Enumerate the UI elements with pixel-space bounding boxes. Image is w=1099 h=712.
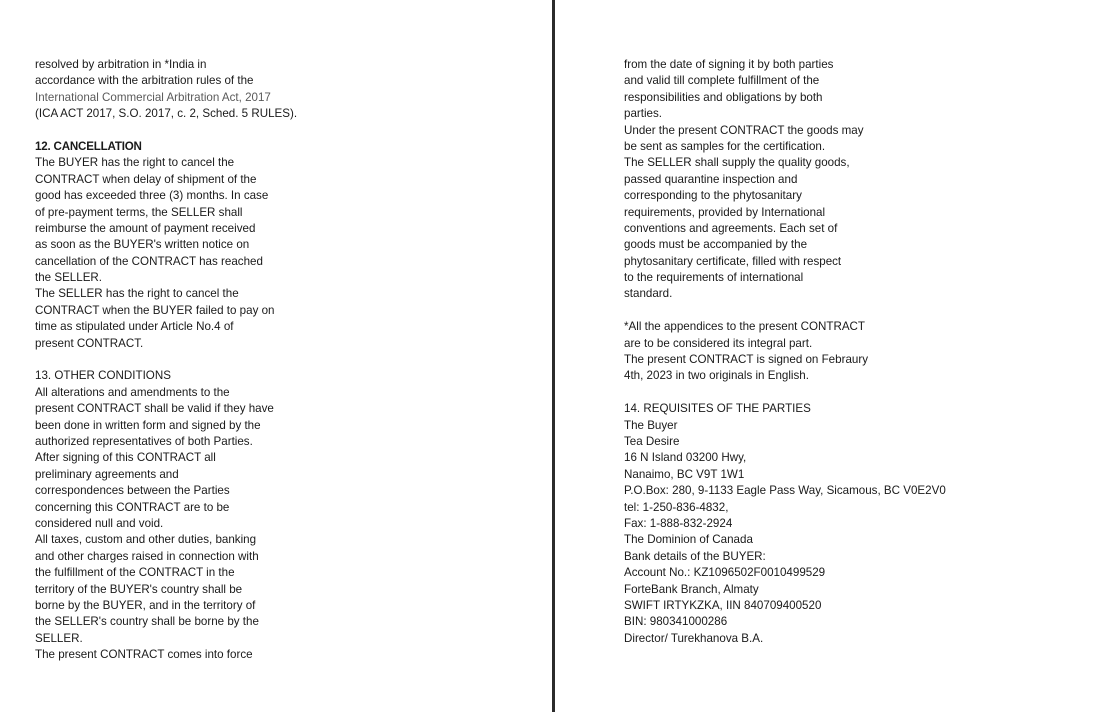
text-line: The present CONTRACT comes into force bbox=[35, 648, 253, 662]
text-line: be sent as samples for the certification. bbox=[624, 139, 826, 153]
right-page bbox=[555, 0, 1099, 712]
text-line: Under the present CONTRACT the goods may bbox=[624, 123, 864, 137]
text-line: correspondences between the Parties bbox=[35, 484, 230, 498]
text-line: The present CONTRACT is signed on Febraury bbox=[624, 353, 868, 367]
text-line: been done in written form and signed by the bbox=[35, 418, 261, 432]
text-line: tel: 1-250-836-4832, bbox=[624, 500, 729, 514]
text-line: The SELLER shall supply the quality goods, bbox=[624, 156, 850, 170]
text-line: the SELLER. bbox=[35, 271, 103, 285]
text-line: P.O.Box: 280, 9-1133 Eagle Pass Way, Sicamous, BC V0E2V0 bbox=[624, 484, 946, 498]
text-line: goods must be accompanied by the bbox=[624, 238, 808, 252]
text-line: of pre-payment terms, the SELLER shall bbox=[35, 205, 243, 219]
cancellation-section bbox=[35, 139, 335, 352]
text-line: (ICA ACT 2017, S.O. 2017, c. 2, Sched. 5 RULES). bbox=[35, 107, 298, 121]
paragraph-gap bbox=[624, 303, 1094, 319]
text-line: to the requirements of international bbox=[624, 271, 804, 285]
text-line: as soon as the BUYER's written notice on bbox=[35, 238, 250, 252]
text-line: considered null and void. bbox=[35, 516, 164, 530]
text-line: from the date of signing it by both parties bbox=[624, 58, 834, 71]
text-line: requirements, provided by International bbox=[624, 205, 826, 219]
text-line: corresponding to the phytosanitary bbox=[624, 189, 802, 203]
text-line: good has exceeded three (3) months. In case bbox=[35, 189, 269, 203]
text-line: cancellation of the CONTRACT has reached bbox=[35, 254, 263, 268]
text-line: responsibilities and obligations by both bbox=[624, 90, 823, 104]
text-line: authorized representatives of both Parties. bbox=[35, 434, 253, 448]
text-line: the fulfillment of the CONTRACT in the bbox=[35, 566, 235, 580]
text-line: All taxes, custom and other duties, banking bbox=[35, 533, 257, 547]
text-line: and valid till complete fulfillment of the bbox=[624, 74, 820, 88]
text-line: concerning this CONTRACT are to be bbox=[35, 500, 230, 514]
text-line: the SELLER's country shall be borne by the bbox=[35, 615, 259, 629]
text-line: Account No.: KZ1096502F0010499529 bbox=[624, 566, 826, 580]
paragraph-gap bbox=[624, 385, 1094, 401]
left-column bbox=[35, 57, 335, 663]
text-line: time as stipulated under Article No.4 of bbox=[35, 320, 234, 334]
text-line: reimburse the amount of payment received bbox=[35, 221, 256, 235]
text-line: The Dominion of Canada bbox=[624, 533, 753, 547]
text-line: ForteBank Branch, Almaty bbox=[624, 582, 759, 596]
text-line: The BUYER has the right to cancel the bbox=[35, 156, 235, 170]
text-line: accordance with the arbitration rules of the bbox=[35, 74, 254, 88]
text-line: and other charges raised in connection with bbox=[35, 549, 259, 563]
text-line: are to be considered its integral part. bbox=[624, 336, 813, 350]
requisites-section bbox=[624, 401, 1094, 647]
text-line: Bank details of the BUYER: bbox=[624, 549, 766, 563]
text-line: Tea Desire bbox=[624, 434, 680, 448]
text-line: territory of the BUYER's country shall be bbox=[35, 582, 243, 596]
section-heading: 13. OTHER CONDITIONS bbox=[35, 369, 171, 383]
paragraph-gap bbox=[35, 123, 335, 139]
section-heading: 12. CANCELLATION bbox=[35, 139, 142, 153]
text-line: phytosanitary certificate, filled with respect bbox=[624, 254, 842, 268]
text-line: resolved by arbitration in *India in bbox=[35, 58, 207, 71]
text-line: preliminary agreements and bbox=[35, 467, 179, 481]
text-line: Director/ Turekhanova B.A. bbox=[624, 631, 764, 645]
text-line: parties. bbox=[624, 107, 663, 121]
text-line: International Commercial Arbitration Act, 2017 bbox=[35, 90, 271, 104]
text-line: Fax: 1-888-832-2924 bbox=[624, 516, 733, 530]
right-column bbox=[624, 57, 1094, 647]
text-line: After signing of this CONTRACT all bbox=[35, 451, 216, 465]
section-heading: 14. REQUISITES OF THE PARTIES bbox=[624, 402, 811, 416]
text-line: CONTRACT when delay of shipment of the bbox=[35, 172, 257, 186]
text-line: 4th, 2023 in two originals in English. bbox=[624, 369, 809, 383]
text-line: 16 N Island 03200 Hwy, bbox=[624, 451, 747, 465]
text-line: The SELLER has the right to cancel the bbox=[35, 287, 239, 301]
arbitration-paragraph bbox=[35, 57, 335, 123]
text-line: borne by the BUYER, and in the territory of bbox=[35, 598, 256, 612]
text-line: conventions and agreements. Each set of bbox=[624, 221, 838, 235]
text-line: passed quarantine inspection and bbox=[624, 172, 798, 186]
text-line: All alterations and amendments to the bbox=[35, 385, 230, 399]
text-line: present CONTRACT. bbox=[35, 336, 144, 350]
text-line: SWIFT IRTYKZKA, IIN 840709400520 bbox=[624, 598, 822, 612]
text-line: CONTRACT when the BUYER failed to pay on bbox=[35, 303, 275, 317]
paragraph-gap bbox=[35, 352, 335, 368]
text-line: SELLER. bbox=[35, 631, 83, 645]
text-line: Nanaimo, BC V9T 1W1 bbox=[624, 467, 745, 481]
text-line: *All the appendices to the present CONTRACT bbox=[624, 320, 866, 334]
contract-force-paragraph bbox=[624, 57, 1094, 303]
text-line: The Buyer bbox=[624, 418, 678, 432]
other-conditions-section bbox=[35, 368, 335, 663]
text-line: standard. bbox=[624, 287, 673, 301]
text-line: present CONTRACT shall be valid if they have bbox=[35, 402, 274, 416]
text-line: BIN: 980341000286 bbox=[624, 615, 728, 629]
appendices-paragraph bbox=[624, 319, 1094, 385]
